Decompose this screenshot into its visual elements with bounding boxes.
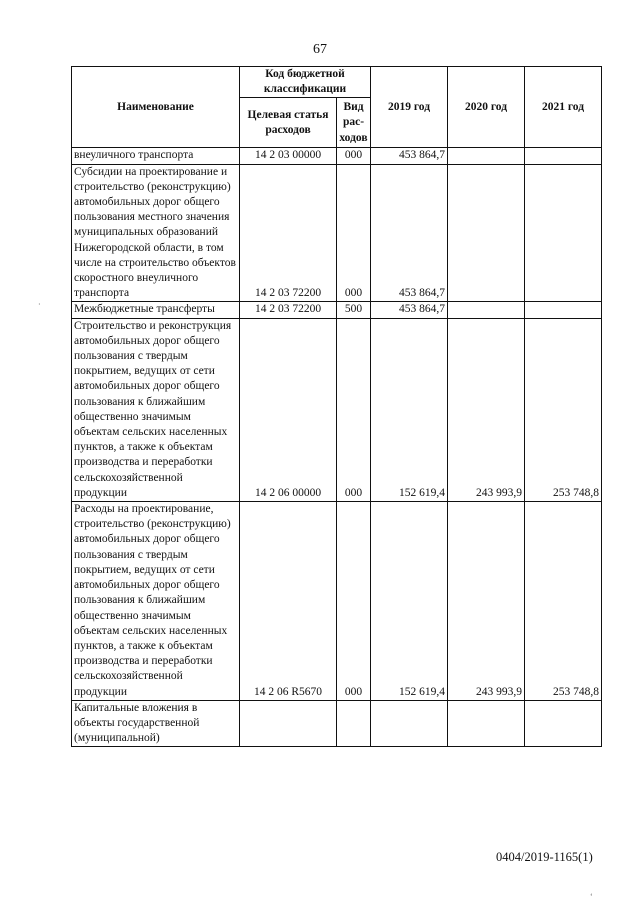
header-name: Наименование xyxy=(72,67,240,148)
row-name: Строительство и реконструкция автомобильных дорог общего пользования с твердым покрытием, ведущих от сети автомобильных дорог общего пользования к ближайшим общественно значимым объектам сельских населенных пунктов, а также к объектам производства и переработки сельскохозяйственной продукции xyxy=(72,318,240,501)
header-type: Вид рас-ходов xyxy=(337,98,371,148)
row-code: 14 2 06 00000 xyxy=(240,318,337,501)
row-2019: 453 864,7 xyxy=(371,148,448,164)
row-2020 xyxy=(448,700,525,747)
header-code-group: Код бюджетной классификации xyxy=(240,67,371,98)
row-2020: 243 993,9 xyxy=(448,318,525,501)
row-2020 xyxy=(448,148,525,164)
document-code: 0404/2019-1165(1) xyxy=(496,850,593,864)
row-2021: 253 748,8 xyxy=(525,318,602,501)
scan-speck: ʻ xyxy=(590,892,593,901)
page-number: 67 xyxy=(313,42,327,57)
row-2019: 152 619,4 xyxy=(371,318,448,501)
row-2019: 453 864,7 xyxy=(371,302,448,318)
row-2019: 152 619,4 xyxy=(371,502,448,701)
row-2021 xyxy=(525,302,602,318)
row-2020 xyxy=(448,302,525,318)
row-2019: 453 864,7 xyxy=(371,164,448,302)
table-row xyxy=(72,318,602,501)
table-header xyxy=(72,67,602,148)
row-2020 xyxy=(448,164,525,302)
table-row xyxy=(72,148,602,164)
header-2021: 2021 год xyxy=(525,67,602,148)
header-2019: 2019 год xyxy=(371,67,448,148)
row-name: внеуличного транспорта xyxy=(72,148,240,164)
row-name: Капитальные вложения в объекты государственной (муниципальной) xyxy=(72,700,240,747)
row-code: 14 2 03 72200 xyxy=(240,164,337,302)
row-name: Расходы на проектирование, строительство (реконструкцию) автомобильных дорог общего пользования с твердым покрытием, ведущих от сети автомобильных дорог общего пользования к ближайшим общественно значимым объектам сельских населенных пунктов, а также к объектам производства и переработки сельскохозяйственной продукции xyxy=(72,502,240,701)
row-type xyxy=(337,700,371,747)
row-2021 xyxy=(525,700,602,747)
table-row xyxy=(72,700,602,747)
scan-speck: · xyxy=(38,300,41,309)
table-body xyxy=(72,148,602,747)
table-row xyxy=(72,302,602,318)
row-code: 14 2 06 R5670 xyxy=(240,502,337,701)
row-type: 500 xyxy=(337,302,371,318)
row-type: 000 xyxy=(337,502,371,701)
row-code xyxy=(240,700,337,747)
header-2020: 2020 год xyxy=(448,67,525,148)
header-target: Целевая статья расходов xyxy=(240,98,337,148)
row-2020: 243 993,9 xyxy=(448,502,525,701)
budget-table xyxy=(71,66,602,747)
row-name: Субсидии на проектирование и строительство (реконструкцию) автомобильных дорог общего пользования местного значения муниципальных образований Нижегородской области, в том числе на строительство объектов скоростного внеуличного транспорта xyxy=(72,164,240,302)
row-2021 xyxy=(525,164,602,302)
row-2019 xyxy=(371,700,448,747)
row-type: 000 xyxy=(337,148,371,164)
table-row xyxy=(72,502,602,701)
row-type: 000 xyxy=(337,164,371,302)
row-type: 000 xyxy=(337,318,371,501)
table-row xyxy=(72,164,602,302)
row-code: 14 2 03 00000 xyxy=(240,148,337,164)
row-2021: 253 748,8 xyxy=(525,502,602,701)
row-code: 14 2 03 72200 xyxy=(240,302,337,318)
row-name: Межбюджетные трансферты xyxy=(72,302,240,318)
row-2021 xyxy=(525,148,602,164)
